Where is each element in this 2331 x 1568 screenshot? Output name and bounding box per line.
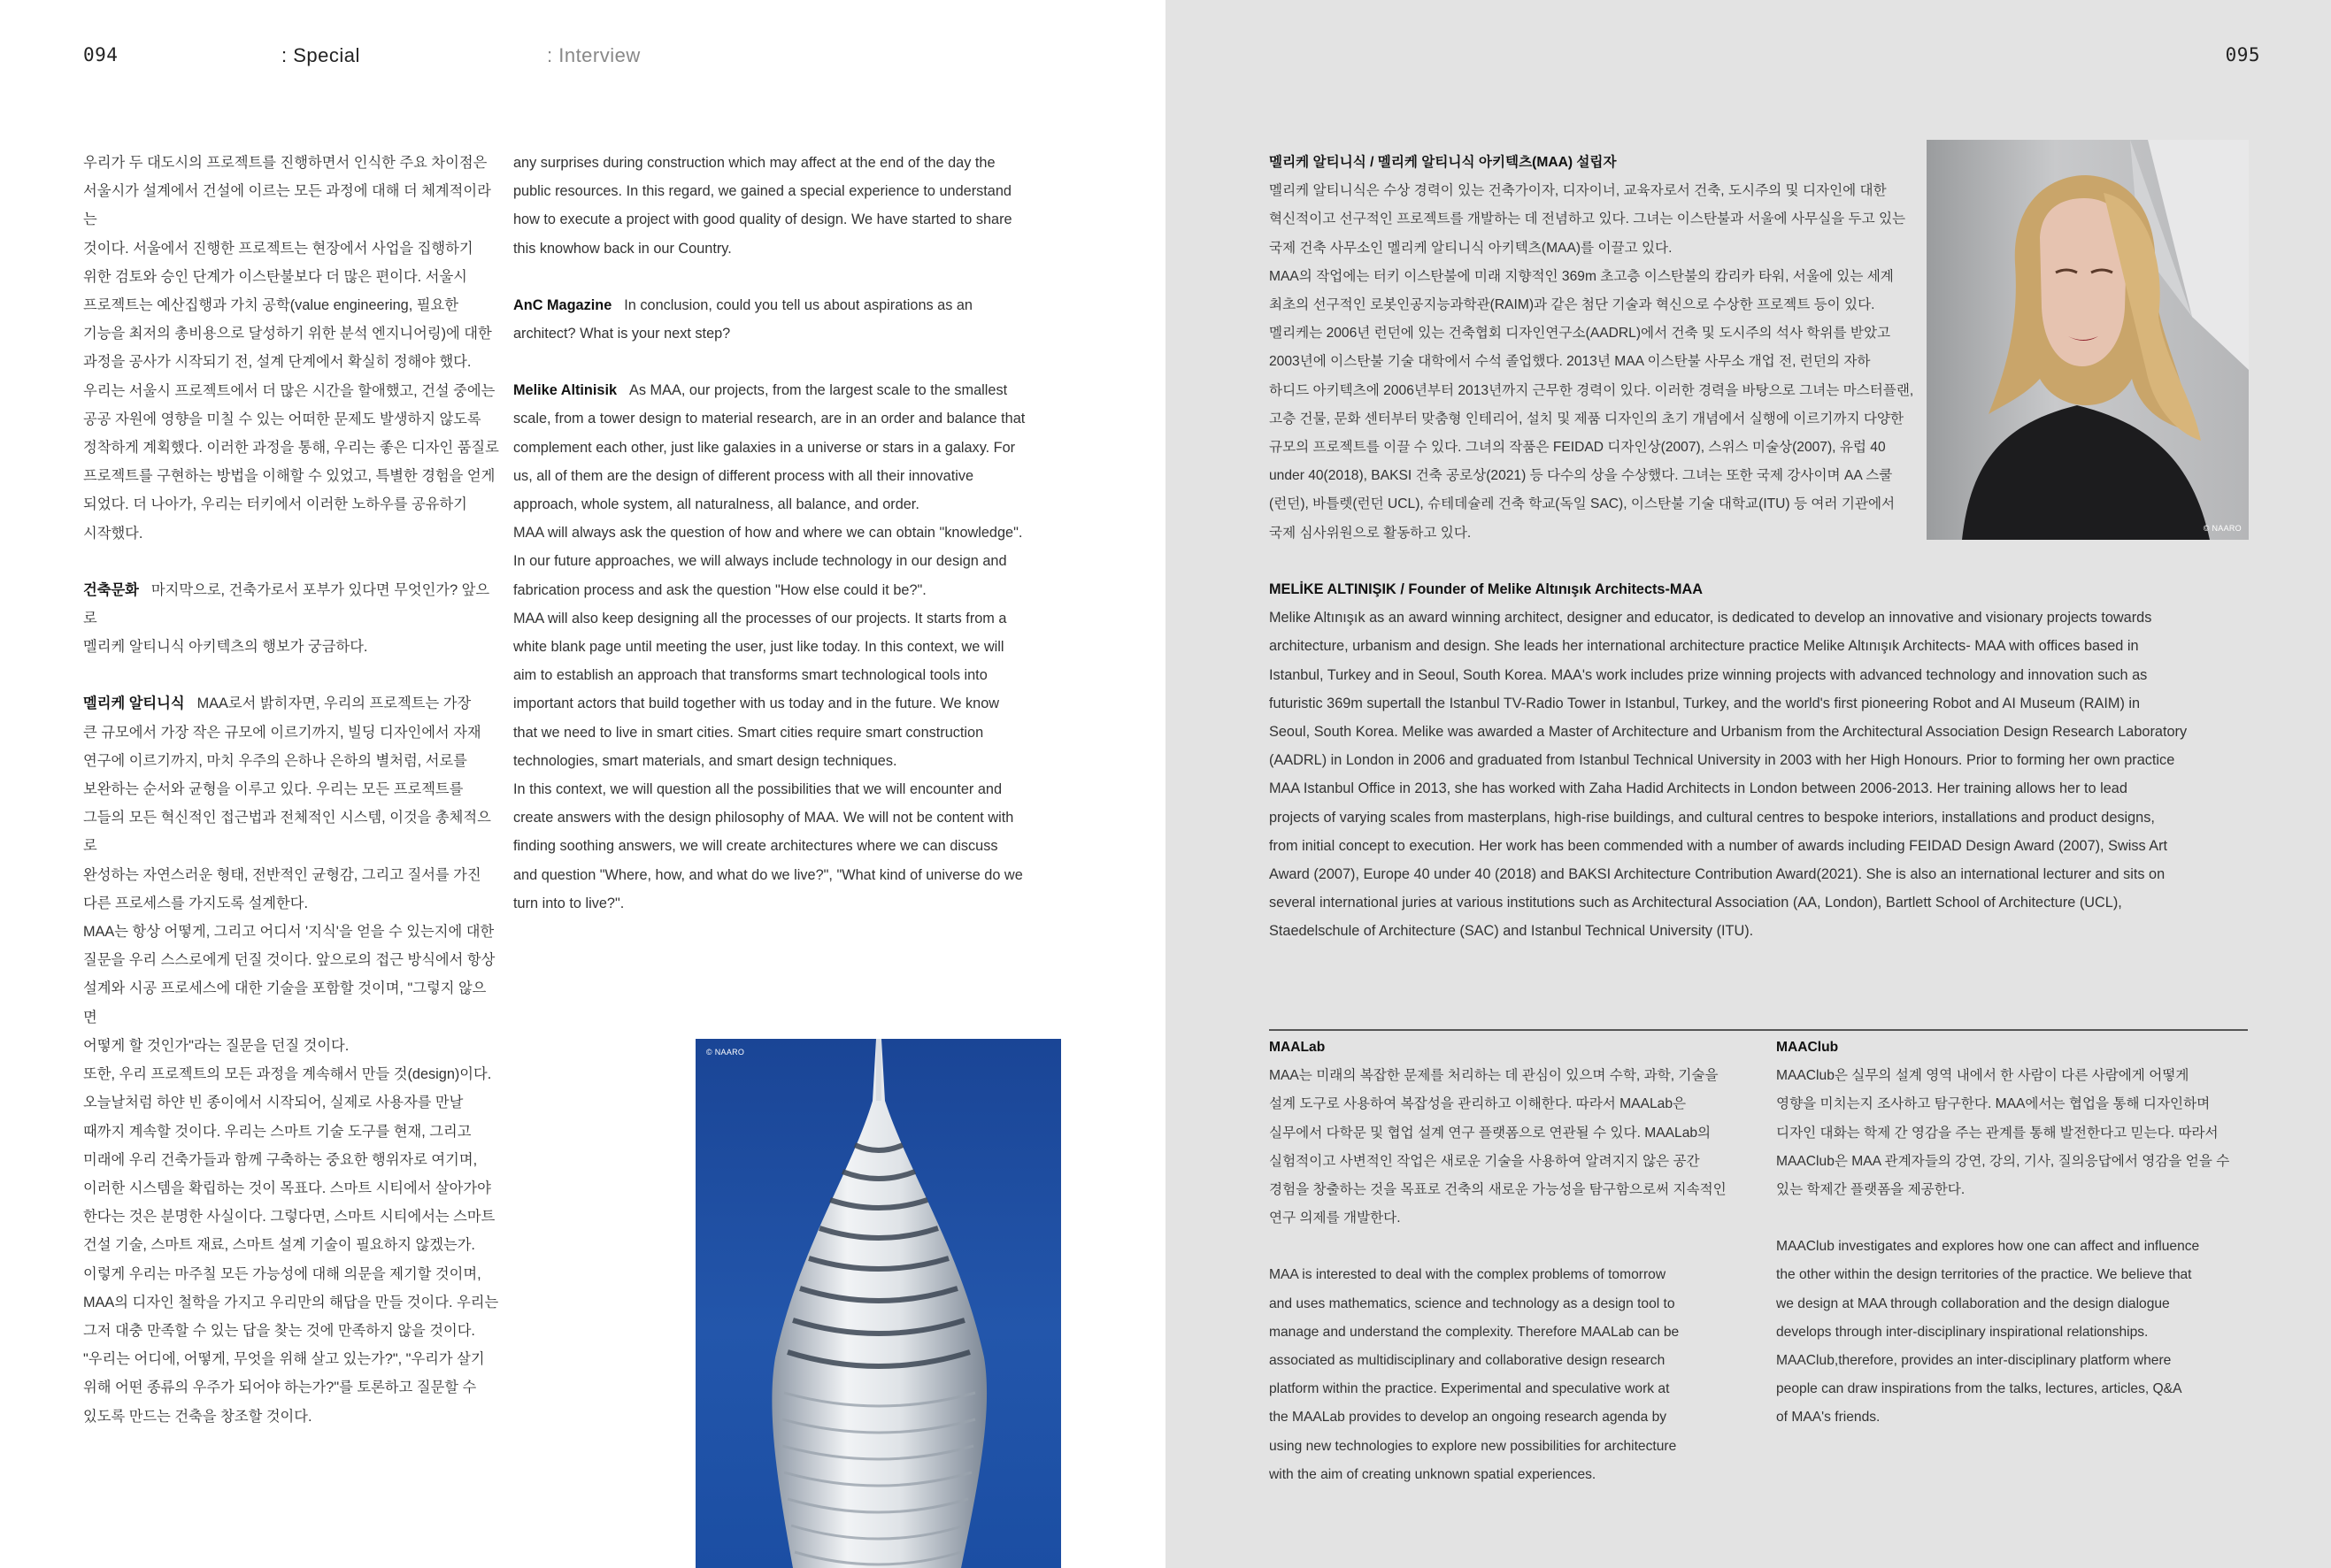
section-label: : Special <box>281 44 360 66</box>
subsection-label: : Interview <box>547 44 641 66</box>
maaclub-korean-text: MAAClub은 실무의 설계 영역 내에서 한 사람이 다른 사람에게 어떻게 영향을 미치는지 조사하고 탐구한다. MAA에서는 협업을 통해 디자인하며 디자인 대화는 학제 간 영감을 주는 관계를 통해 발전한다고 믿는다. 따라서 MAAClub은 MAA 관계자들의 강연, 강의, 기사, 질의응답에서 영감을 얻을 수 있는 학제간 플랫폼을 제공한다. <box>1776 1068 2230 1198</box>
question-label: 건축문화 <box>83 581 139 598</box>
english-bio-text: Melike Altınışık as an award winning architect, designer and educator, is dedicated to develop an innovative and visionary projects towards architecture, urbanism and design. She leads her international architecture practice Melike Altınışık Architects- MAA with offices based in Istanbul, Turkey and in Seoul, South Korea. MAA's work includes prize winning projects with advanced technology and innovation such as futuristic 369m supertall the Istanbul TV-Radio Tower in Istanbul, Turkey, and the world's first pioneering Robot and AI Museum (RAIM) in Seoul, South Korea. Melike was awarded a Master of Architecture and Urbanism from the Architectural Association Design Research Laboratory (AADRL) in London in 2006 and graduated from Istanbul Technical University in 2003 with her High Honours. Prior to forming her own practice MAA Istanbul Office in 2013, she has worked with Zaha Hadid Architects in London between 2006-2013. Her training allows her to lead projects of varying scales from masterplans, high-rise buildings, and cultural centres to bespoke interiors, installations and product designs, from initial concept to execution. Her work has been commended with a number of awards including FEIDAD Design Award (2007), Swiss Art Award (2007), Europe 40 under 40 (2018) and BAKSI Architecture Contribution Award(2021). She is also an international lecturer and sits on several international juries at various institutions such as Architectural Association (AA, London), Bartlett School of Architecture (UCL), Staedelschule of Architecture (SAC) and Istanbul Technical University (ITU). <box>1269 610 2188 940</box>
maalab-section <box>1269 1034 1747 1489</box>
right-page-number: 095 <box>2225 44 2260 65</box>
tower-illustration <box>696 1039 1061 1568</box>
maalab-korean-text: MAA는 미래의 복잡한 문제를 처리하는 데 관심이 있으며 수학, 과학, 기술을 설계 도구로 사용하여 복잡성을 관리하고 이해한다. 따라서 MAALab은 실무에서 다학문 및 협업 설계 연구 플랫폼으로 연관될 수 있다. MAALab의 실험적이고 사변적인 작업은 새로운 기술을 사용하여 알려지지 않은 공간 경험을 창출하는 것을 목표로 건축의 새로운 가능성을 탐구함으로써 지속적인 연구 의제를 개발한다. <box>1269 1068 1727 1226</box>
english-bio <box>1269 575 2260 946</box>
paragraph: any surprises during construction which may affect at the end of the day the public resources. In this regard, we gained a special experience to understand how to execute a project with good quality of design. We have started to share this knowhow back in our Country. <box>513 155 1012 257</box>
answer <box>513 376 1080 918</box>
divider <box>1269 1029 2248 1031</box>
photo-credit: © NAARO <box>706 1048 745 1057</box>
korean-bio <box>1269 149 1924 548</box>
portrait-illustration <box>1927 140 2249 540</box>
question <box>513 291 1080 348</box>
answer-label: 멜리케 알티니식 <box>83 696 185 712</box>
portrait-photo <box>1927 140 2249 540</box>
question <box>83 576 499 662</box>
question-text: 마지막으로, 건축가로서 포부가 있다면 무엇인가? 앞으로 멜리케 알티니식 아키텍츠의 행보가 궁금하다. <box>83 581 490 656</box>
answer-text: MAA로서 밝히자면, 우리의 프로젝트는 가장 큰 규모에서 가장 작은 규모에 이르기까지, 빌딩 디자인에서 자재 연구에 이르기까지, 마치 우주의 은하나 은하의 별처럼, 서로를 보완하는 순서와 균형을 이루고 있다. 우리는 모든 프로젝트를 그들의 모든 혁신적인 접근법과 전체적인 시스템, 이것을 총체적으로 완성하는 자연스러운 형태, 전반적인 균형감, 그리고 질서를 가진 다른 프로세스를 가지도록 설계한다. MAA는 항상 어떻게, 그리고 어디서 '지식'을 얻을 수 있는지에 대한 질문을 우리 스스로에게 던질 것이다. 앞으로의 접근 방식에서 항상 설계와 시공 프로세스에 대한 기술을 포함할 것이며, "그렇지 않으면 어떻게 할 것인가"라는 질문을 던질 것이다. 또한, 우리 프로젝트의 모든 과정을 계속해서 만들 것(design)이다. 오늘날처럼 하얀 빈 종이에서 시작되어, 실제로 사용자를 만날 때까지 계속할 것이다. 우리는 스마트 기술 도구를 현재, 그리고 미래에 우리 건축가들과 함께 구축하는 중요한 행위자로 여기며, 이러한 시스템을 확립하는 것이 목표다. 스마트 시티에서 살아가야 한다는 것은 분명한 사실이다. 그렇다면, 스마트 시티에서는 스마트 건설 기술, 스마트 재료, 스마트 설계 기술이 필요하지 않겠는가. 이렇게 우리는 마주칠 모든 가능성에 대해 의문을 제기할 것이며, MAA의 디자인 철학을 가지고 우리만의 해답을 만들 것이다. 우리는 그저 대충 만족할 수 있는 답을 찾는 것에 만족하지 않을 것이다. "우리는 어디에, 어떻게, 무엇을 위해 살고 있는가?", "우리가 살기 위해 어떤 종류의 우주가 되어야 하는가?"를 토론하고 질문할 수 있도록 만드는 건축을 창조할 것이다. <box>83 696 499 1425</box>
paragraph: 우리가 두 대도시의 프로젝트를 진행하면서 인식한 주요 차이점은 서울시가 설계에서 건설에 이르는 모든 과정에 대해 더 체계적이라는 것이다. 서울에서 진행한 프로젝트는 현장에서 사업을 집행하기 위한 검토와 승인 단계가 이스탄불보다 더 많은 편이다. 서울시 프로젝트는 예산집행과 가치 공학(value engineering, 필요한 기능을 최저의 총비용으로 달성하기 위한 분석 엔지니어링)에 대한 과정을 공사가 시작되기 전, 설계 단계에서 확실히 정해야 했다. 우리는 서울시 프로젝트에서 더 많은 시간을 할애했고, 건설 중에는 공공 자원에 영향을 미칠 수 있는 어떠한 문제도 발생하지 않도록 정착하게 계획했다. 이러한 과정을 통해, 우리는 좋은 디자인 품질로 프로젝트를 구현하는 방법을 이해할 수 있었고, 특별한 경험을 얻게 되었다. 더 나아가, 우리는 터키에서 이러한 노하우를 공유하기 시작했다. <box>83 155 499 542</box>
maaclub-section <box>1776 1034 2254 1433</box>
maaclub-english-text: MAAClub investigates and explores how one can affect and influence the other within the design territories of the practice. We believe that we design at MAA through collaboration and the design dialogue develops through inter-disciplinary inspirational relationships. MAAClub,therefore, provides an inter-disciplinary platform where people can draw inspirations from the talks, lectures, articles, Q&A of MAA's friends. <box>1776 1239 2200 1426</box>
korean-interview-column <box>83 149 499 1431</box>
photo-credit: © NAARO <box>2203 524 2242 533</box>
question-label: AnC Magazine <box>513 296 612 313</box>
english-interview-column <box>513 149 1080 918</box>
left-page-number: 094 <box>83 44 119 65</box>
maaclub-title: MAAClub <box>1776 1040 1839 1055</box>
answer-label: Melike Altinisik <box>513 382 618 399</box>
question-text: In conclusion, could you tell us about aspirations as an architect? What is your next step? <box>513 296 973 342</box>
right-page <box>1166 0 2331 1568</box>
maalab-title: MAALab <box>1269 1040 1326 1055</box>
english-bio-title: MELİKE ALTINIŞIK / Founder of Melike Altınışık Architects-MAA <box>1269 581 1703 597</box>
answer-text: As MAA, our projects, from the largest scale to the smallest scale, from a tower design to material research, are in an order and balance that complement each other, just like galaxies in a universe or stars in a galaxy. For us, all of them are the design of different process with all their innovative approach, whole system, all naturalness, all balance, and order. MAA will always ask the question of how and where we can obtain "knowledge". In our future approaches, we will always include technology in our design and fabrication process and ask the question "How else could it be?". MAA will also keep designing all the processes of our projects. It starts from a white blank page until meeting the user, just like today. In this context, we will aim to establish an approach that transforms smart technological tools into important actors that build together with us today and in the future. We know that we need to live in smart cities. Smart cities require smart construction technologies, smart materials, and smart design techniques. In this context, we will question all the possibilities that we will encounter and create answers with the design philosophy of MAA. We will not be content with finding soothing answers, we will create architectures where we can discuss and question "Where, how, and what do we live?", "What kind of universe do we turn into to live?". <box>513 382 1026 911</box>
korean-bio-text: 멜리케 알티니식은 수상 경력이 있는 건축가이자, 디자이너, 교육자로서 건축, 도시주의 및 디자인에 대한 혁신적이고 선구적인 프로젝트를 개발하는 데 전념하고 있다. 그녀는 이스탄불과 서울에 사무실을 두고 있는 국제 건축 사무소인 멜리케 알티니식 아키텍츠(MAA)를 이끌고 있다. MAA의 작업에는 터키 이스탄불에 미래 지향적인 369m 초고층 이스탄불의 캄리카 타워, 서울에 있는 세계 최초의 선구적인 로봇인공지능과학관(RAIM)과 같은 첨단 기술과 혁신으로 수상한 프로젝트 등이 있다. 멜리케는 2006년 런던에 있는 건축협회 디자인연구소(AADRL)에서 건축 및 도시주의 석사 학위를 받았고 2003년에 이스탄불 기술 대학에서 수석 졸업했다. 2013년 MAA 이스탄불 사무소 개업 전, 런던의 자하 하디드 아키텍츠에 2006년부터 2013년까지 근무한 경력이 있다. 이러한 경력을 바탕으로 그녀는 마스터플랜, 고층 건물, 문화 센터부터 맞춤형 인테리어, 설치 및 제품 디자인의 초기 개념에서 실행에 이르기까지 다양한 규모의 프로젝트를 이끌 수 있다. 그녀의 작품은 FEIDAD 디자인상(2007), 스위스 미술상(2007), 유럽 40 under 40(2018), BAKSI 건축 공로상(2021) 등 다수의 상을 수상했다. 그녀는 또한 국제 강사이며 AA 스쿨 (런던), 바틀렛(런던 UCL), 슈테데슐레 건축 학교(독일 SAC), 이스탄불 기술 대학교(ITU) 등 여러 기관에서 국제 심사위원으로 활동하고 있다. <box>1269 183 1914 541</box>
answer <box>83 689 499 1430</box>
tower-photo <box>696 1039 1061 1568</box>
korean-bio-title: 멜리케 알티니식 / 멜리케 알티니식 아키텍츠(MAA) 설립자 <box>1269 155 1617 170</box>
maalab-english-text: MAA is interested to deal with the complex problems of tomorrow and uses mathematics, science and technology as a design tool to manage and understand the complexity. Therefore MAALab can be associated as multidisciplinary and collaborative design research platform within the practice. Experimental and speculative work at the MAALab provides to develop an ongoing research agenda by using new technologies to explore new possibilities for architecture with the aim of creating unknown spatial experiences. <box>1269 1267 1680 1482</box>
